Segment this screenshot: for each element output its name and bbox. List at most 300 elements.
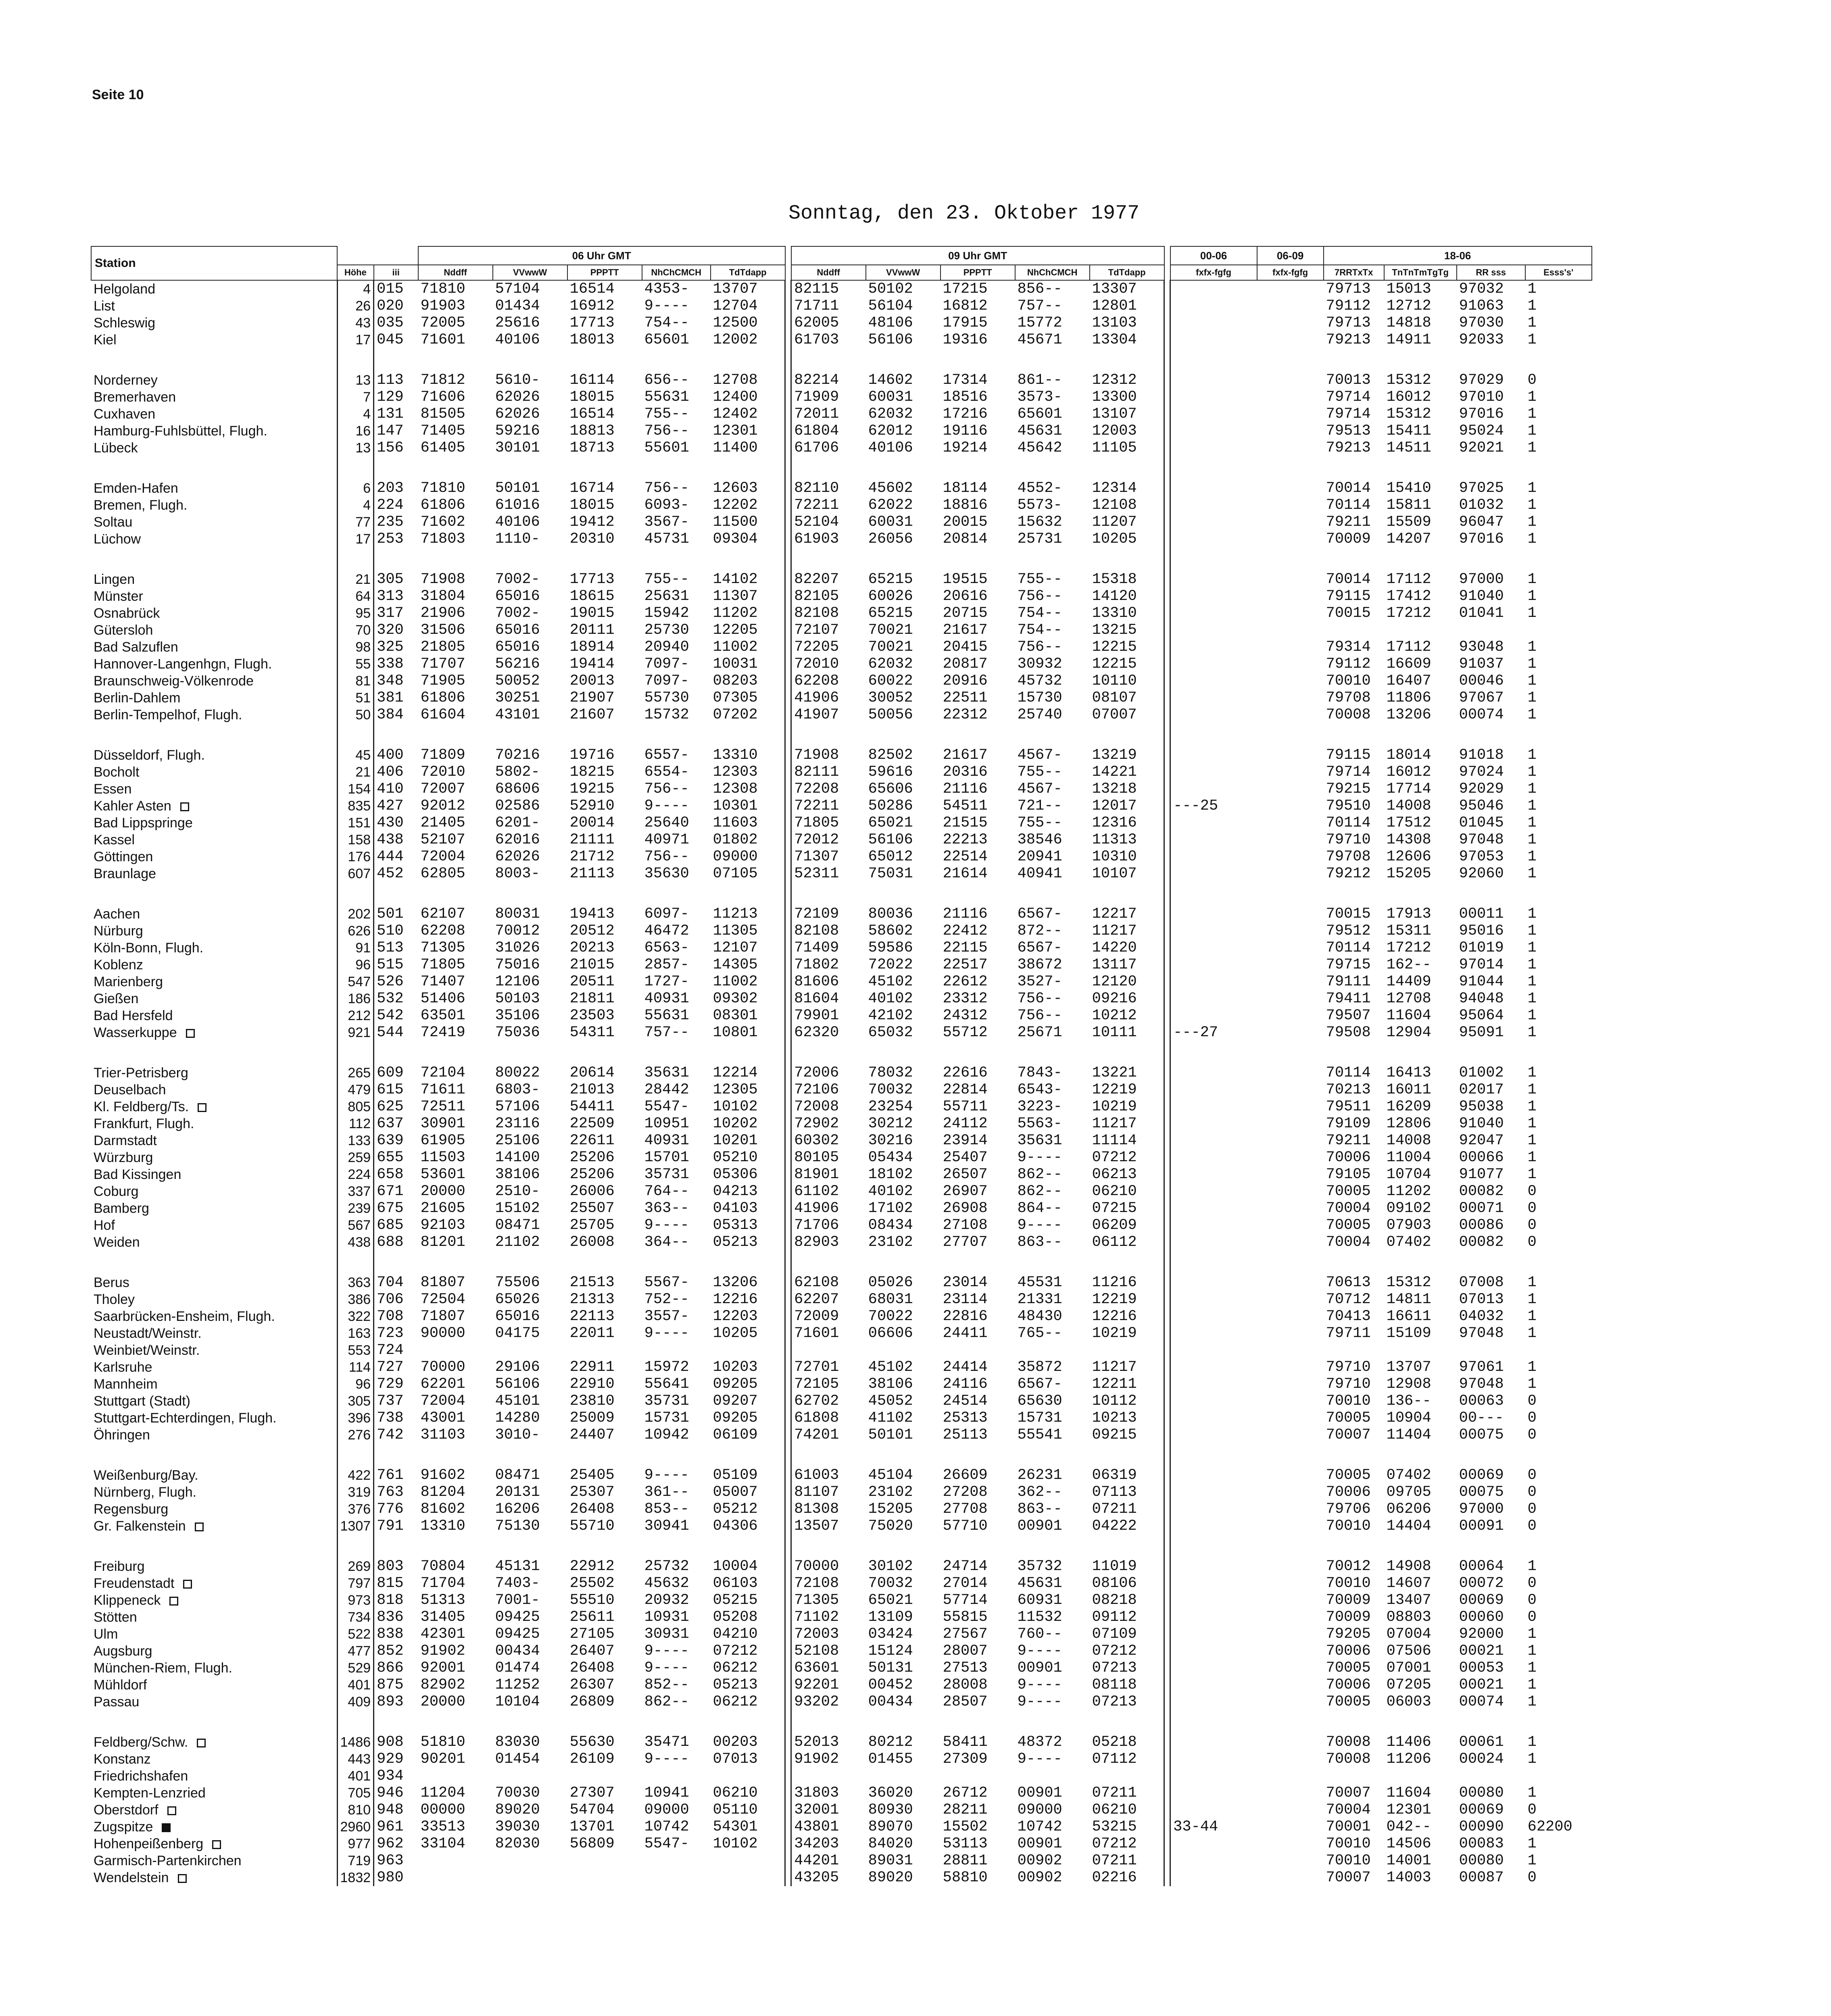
- cell-tdapp-06: 12205: [713, 622, 758, 639]
- cell-ppptt-09: 57710: [943, 1518, 988, 1535]
- station-label: Helgoland: [94, 281, 156, 297]
- station-height: 70: [337, 622, 374, 639]
- cell-nh-06: [642, 1342, 711, 1359]
- station-name: [91, 781, 337, 798]
- table-row: [91, 372, 1592, 389]
- cell-tdapp-06: 10202: [713, 1115, 758, 1132]
- cell-rr: 00063: [1459, 1393, 1504, 1410]
- cell-nddff-06: [418, 1869, 493, 1886]
- station-label: Augsburg: [94, 1643, 152, 1659]
- station-height: 50: [337, 706, 374, 723]
- col-nddff-09-header: Nddff: [791, 265, 866, 280]
- cell-e: [1525, 1342, 1592, 1359]
- cell-tdapp-09: 14221: [1092, 764, 1137, 781]
- cell-tn: 15205: [1386, 865, 1431, 882]
- table-row: [91, 1217, 1592, 1234]
- cell-tdapp-09: 12216: [1092, 1308, 1137, 1325]
- cell-tn: 11202: [1386, 1183, 1431, 1200]
- table-row: [91, 1024, 1592, 1041]
- table-row: [91, 1325, 1592, 1342]
- station-name: [91, 423, 337, 439]
- cell-ff-0609: [1257, 531, 1324, 548]
- station-name: [91, 1785, 337, 1801]
- station-index: 791: [377, 1518, 404, 1535]
- cell-vvwww-06: 65016: [495, 622, 540, 639]
- cell-ppptt-09: 22115: [943, 939, 988, 956]
- cell-nddff-06: 61604: [420, 706, 465, 723]
- cell-rr: 91063: [1459, 298, 1504, 314]
- cell-ppptt-06: 26407: [569, 1643, 615, 1660]
- cell-tdapp-06: 12214: [713, 1064, 758, 1081]
- cell-nddff-06: 11503: [420, 1149, 465, 1166]
- cell-tn: 07205: [1386, 1677, 1431, 1693]
- station-label: Friedrichshafen: [94, 1768, 188, 1784]
- cell-nddff-09: 71908: [794, 747, 839, 764]
- cell-tdapp-09: 12211: [1092, 1376, 1137, 1393]
- cell-7rr: 70013: [1326, 372, 1371, 389]
- cell-7rr: 79215: [1326, 781, 1371, 798]
- cell-rr: 00074: [1459, 1693, 1504, 1710]
- cell-vvwww-06: 21102: [495, 1234, 540, 1251]
- cell-e: [1525, 1768, 1592, 1785]
- cell-tdapp-06: [711, 1852, 785, 1869]
- cell-tdapp-09: 07215: [1092, 1200, 1137, 1217]
- station-index: 609: [377, 1064, 404, 1081]
- cell-rr: 00061: [1459, 1734, 1504, 1751]
- cell-rr: 93048: [1459, 639, 1504, 656]
- table-row: [91, 923, 1592, 939]
- cell-tdapp-09: 10110: [1092, 673, 1137, 689]
- table-row: [91, 1626, 1592, 1643]
- station-index: 253: [377, 531, 404, 548]
- cell-vvwww-06: 50101: [495, 480, 540, 497]
- cell-ff-0006: [1170, 423, 1257, 439]
- cell-nh-09: 00901: [1017, 1835, 1062, 1852]
- cell-nddff-09: 81107: [794, 1484, 839, 1501]
- station-name: [91, 1308, 337, 1325]
- cell-ppptt-06: 55510: [569, 1592, 615, 1609]
- cell-vvwww-06: 39030: [495, 1818, 540, 1835]
- cell-nh-06: 10941: [644, 1785, 689, 1801]
- cell-ff-0006: [1170, 439, 1257, 456]
- cell-nddff-09: 71805: [794, 814, 839, 831]
- cell-tdapp-09: 12120: [1092, 973, 1137, 990]
- cell-e: 1: [1527, 331, 1537, 348]
- group-06-09-header: 06-09: [1257, 246, 1324, 265]
- station-name: [91, 1007, 337, 1024]
- cell-rr: 92000: [1459, 1626, 1504, 1643]
- cell-rr: 01002: [1459, 1064, 1504, 1081]
- station-index: 929: [377, 1751, 404, 1768]
- cell-ff-0609: [1257, 1393, 1324, 1410]
- station-index: 224: [377, 497, 404, 514]
- cell-vvwww-09: 23102: [868, 1234, 913, 1251]
- cell-nh-06: 35471: [644, 1734, 689, 1751]
- station-height: 95: [337, 605, 374, 622]
- table-row: [91, 1734, 1592, 1751]
- cell-nh-06: 15731: [644, 1410, 689, 1427]
- cell-e: 0: [1527, 1869, 1537, 1886]
- cell-7rr: 79713: [1326, 314, 1371, 331]
- cell-vvwww-06: 45131: [495, 1558, 540, 1575]
- cell-rr: 00082: [1459, 1234, 1504, 1251]
- cell-ff-0006: [1170, 1325, 1257, 1342]
- cell-ff-0006: [1170, 639, 1257, 656]
- cell-tdapp-06: 12402: [713, 406, 758, 423]
- table-row: [91, 1064, 1592, 1081]
- cell-tdapp-09: 06210: [1092, 1183, 1137, 1200]
- cell-vvwww-06: 8003-: [495, 865, 540, 882]
- cell-nh-09: 754--: [1017, 622, 1062, 639]
- cell-rr: 00075: [1459, 1427, 1504, 1443]
- cell-tdapp-06: 10031: [713, 656, 758, 673]
- col-hoehe-header: Höhe: [337, 265, 374, 280]
- cell-ff-0609: [1257, 673, 1324, 689]
- cell-ppptt-06: 54411: [569, 1098, 615, 1115]
- cell-ppptt-06: 25405: [569, 1467, 615, 1484]
- cell-tdapp-09: 07213: [1092, 1660, 1137, 1677]
- cell-7rr: 70114: [1326, 1064, 1371, 1081]
- station-name: [91, 689, 337, 706]
- cell-ff-0609: [1257, 1501, 1324, 1518]
- cell-vvwww-09: 62032: [868, 656, 913, 673]
- cell-ff-0609: [1257, 1064, 1324, 1081]
- cell-7rr: 70010: [1326, 1393, 1371, 1410]
- cell-ff-0609: [1257, 1149, 1324, 1166]
- cell-nh-06: 25631: [644, 588, 689, 605]
- cell-tn: 15312: [1386, 1274, 1431, 1291]
- cell-nddff-06: 63501: [420, 1007, 465, 1024]
- cell-rr: 00024: [1459, 1751, 1504, 1768]
- cell-vvwww-09: 03424: [868, 1626, 913, 1643]
- station-index: 544: [377, 1024, 404, 1041]
- station-index: 625: [377, 1098, 404, 1115]
- station-label: Hof: [94, 1217, 115, 1233]
- cell-ff-0609: [1257, 1234, 1324, 1251]
- cell-tdapp-09: 11217: [1092, 1115, 1137, 1132]
- cell-nddff-09: 71711: [794, 298, 839, 314]
- cell-ppptt-09: 22412: [943, 923, 988, 939]
- cell-rr: 95038: [1459, 1098, 1504, 1115]
- station-label: Bocholt: [94, 764, 140, 780]
- group-06-header: 06 Uhr GMT: [418, 246, 785, 265]
- cell-ff-0006: [1170, 1660, 1257, 1677]
- cell-7rr: 70712: [1326, 1291, 1371, 1308]
- cell-ff-0609: [1257, 406, 1324, 423]
- cell-vvwww-06: 6803-: [495, 1081, 540, 1098]
- cell-tdapp-09: 13300: [1092, 389, 1137, 406]
- cell-nh-09: [1015, 1342, 1090, 1359]
- cell-vvwww-06: 09425: [495, 1609, 540, 1626]
- cell-vvwww-06: 5610-: [495, 372, 540, 389]
- cell-ff-0006: [1170, 1064, 1257, 1081]
- cell-ppptt-06: 20310: [569, 531, 615, 548]
- table-row: [91, 798, 1592, 814]
- cell-vvwww-09: 62032: [868, 406, 913, 423]
- table-row: [91, 1677, 1592, 1693]
- cell-nddff-06: 31405: [420, 1609, 465, 1626]
- station-index: 325: [377, 639, 404, 656]
- cell-nddff-09: 34203: [794, 1835, 839, 1852]
- cell-e: 1: [1527, 831, 1537, 848]
- cell-nh-06: 9----: [644, 298, 689, 314]
- cell-ff-0006: [1170, 848, 1257, 865]
- cell-ff-0006: [1170, 1200, 1257, 1217]
- cell-e: [1525, 622, 1592, 639]
- cell-nh-09: 15730: [1017, 689, 1062, 706]
- cell-nh-09: 756--: [1017, 990, 1062, 1007]
- cell-7rr: 79708: [1326, 848, 1371, 865]
- station-index: 510: [377, 923, 404, 939]
- station-label: Bad Hersfeld: [94, 1008, 173, 1023]
- cell-nh-06: 7097-: [644, 656, 689, 673]
- cell-ff-0006: [1170, 1609, 1257, 1626]
- cell-tdapp-09: 08106: [1092, 1575, 1137, 1592]
- table-row: [91, 1592, 1592, 1609]
- cell-rr: 91037: [1459, 656, 1504, 673]
- cell-ff-0609: [1257, 1308, 1324, 1325]
- cell-ppptt-06: 18615: [569, 588, 615, 605]
- cell-nddff-09: 91902: [794, 1751, 839, 1768]
- station-name: [91, 1467, 337, 1484]
- cell-vvwww-06: 50052: [495, 673, 540, 689]
- cell-nh-06: 9----: [644, 798, 689, 814]
- cell-nh-06: 756--: [644, 480, 689, 497]
- station-name: [91, 280, 337, 298]
- station-name: [91, 923, 337, 939]
- cell-nh-09: 45631: [1017, 423, 1062, 439]
- cell-tdapp-06: 10201: [713, 1132, 758, 1149]
- cell-ff-0006: [1170, 1785, 1257, 1801]
- station-name: [91, 1325, 337, 1342]
- cell-tdapp-09: 06319: [1092, 1467, 1137, 1484]
- cell-rr: 00083: [1459, 1835, 1504, 1852]
- cell-7rr: 70007: [1326, 1869, 1371, 1886]
- station-name: [91, 1677, 337, 1693]
- cell-7rr: 70009: [1326, 1609, 1371, 1626]
- cell-ff-0609: [1257, 1376, 1324, 1393]
- cell-ppptt-06: 21811: [569, 990, 615, 1007]
- cell-ff-0006: [1170, 1626, 1257, 1643]
- station-height: 401: [337, 1768, 374, 1785]
- station-label: Stuttgart (Stadt): [94, 1393, 190, 1409]
- cell-rr: 95064: [1459, 1007, 1504, 1024]
- cell-7rr: 70014: [1326, 480, 1371, 497]
- cell-nh-09: 721--: [1017, 798, 1062, 814]
- cell-ff-0006: [1170, 1007, 1257, 1024]
- cell-tdapp-06: 04213: [713, 1183, 758, 1200]
- cell-vvwww-06: 45101: [495, 1393, 540, 1410]
- cell-7rr: 70010: [1326, 1575, 1371, 1592]
- station-index: 724: [377, 1342, 404, 1359]
- station-height: 835: [337, 798, 374, 814]
- cell-nddff-06: 91602: [420, 1467, 465, 1484]
- cell-ff-0006: [1170, 1217, 1257, 1234]
- station-index: 729: [377, 1376, 404, 1393]
- station-name: [91, 1274, 337, 1291]
- cell-ff-0006: [1170, 1081, 1257, 1098]
- cell-tdapp-06: 05110: [713, 1801, 758, 1818]
- station-index: 675: [377, 1200, 404, 1217]
- cell-tn: 14001: [1386, 1852, 1431, 1869]
- cell-ff-0609: [1257, 706, 1324, 723]
- cell-tdapp-09: 09215: [1092, 1427, 1137, 1443]
- cell-rr: 01045: [1459, 814, 1504, 831]
- cell-ppptt-09: 27208: [943, 1484, 988, 1501]
- cell-ppptt-06: 26809: [569, 1693, 615, 1710]
- cell-tdapp-09: 13218: [1092, 781, 1137, 798]
- cell-tn: 12908: [1386, 1376, 1431, 1393]
- cell-tdapp-09: 14220: [1092, 939, 1137, 956]
- cell-vvwww-06: 09425: [495, 1626, 540, 1643]
- station-height: 176: [337, 848, 374, 865]
- cell-ppptt-06: 54311: [569, 1024, 615, 1041]
- table-row: [91, 1132, 1592, 1149]
- cell-tdapp-09: 07211: [1092, 1852, 1137, 1869]
- cell-rr: 97000: [1459, 571, 1504, 588]
- cell-vvwww-06: 30251: [495, 689, 540, 706]
- cell-nh-09: 9----: [1017, 1693, 1062, 1710]
- station-label: Mannheim: [94, 1376, 158, 1392]
- cell-7rr: 70001: [1326, 1818, 1371, 1835]
- cell-tdapp-06: 11213: [713, 906, 758, 923]
- cell-nddff-09: 52108: [794, 1643, 839, 1660]
- cell-tdapp-09: 11313: [1092, 831, 1137, 848]
- table-row: [91, 1785, 1592, 1801]
- cell-e: 0: [1527, 1501, 1537, 1518]
- station-label: Weißenburg/Bay.: [94, 1467, 198, 1483]
- cell-vvwww-06: 11252: [495, 1677, 540, 1693]
- cell-vvwww-09: 75020: [868, 1518, 913, 1535]
- cell-ppptt-09: 28211: [943, 1801, 988, 1818]
- station-label: Regensburg: [94, 1501, 169, 1517]
- cell-ppptt-06: 19413: [569, 906, 615, 923]
- cell-nh-09: 863--: [1017, 1501, 1062, 1518]
- cell-tn: 12301: [1386, 1801, 1431, 1818]
- cell-ppptt-06: 22509: [569, 1115, 615, 1132]
- cell-7rr: [1324, 1342, 1384, 1359]
- station-index: 438: [377, 831, 404, 848]
- table-row: [91, 1427, 1592, 1443]
- table-row: [91, 1575, 1592, 1592]
- station-label: Kiel: [94, 332, 117, 348]
- station-label: Lübeck: [94, 440, 138, 456]
- cell-nddff-09: 81606: [794, 973, 839, 990]
- cell-vvwww-06: 04175: [495, 1325, 540, 1342]
- cell-ppptt-09: 55711: [943, 1098, 988, 1115]
- station-index: 948: [377, 1801, 404, 1818]
- cell-ppptt-09: 27513: [943, 1660, 988, 1677]
- station-index: 836: [377, 1609, 404, 1626]
- cell-rr: 92047: [1459, 1132, 1504, 1149]
- cell-tdapp-06: 13206: [713, 1274, 758, 1291]
- cell-nh-09: 30932: [1017, 656, 1062, 673]
- cell-vvwww-06: 70030: [495, 1785, 540, 1801]
- cell-nddff-06: 11204: [420, 1785, 465, 1801]
- station-height: 265: [337, 1064, 374, 1081]
- cell-nh-06: 852--: [644, 1677, 689, 1693]
- station-height: 1307: [337, 1518, 374, 1535]
- station-height: 626: [337, 923, 374, 939]
- cell-nh-09: 15772: [1017, 314, 1062, 331]
- cell-ppptt-09: 27707: [943, 1234, 988, 1251]
- cell-tdapp-09: [1090, 1768, 1164, 1785]
- cell-ff-0006: [1170, 1484, 1257, 1501]
- cell-ppptt-09: 20015: [943, 514, 988, 531]
- cell-ppptt-09: 24411: [943, 1325, 988, 1342]
- cell-nddff-06: 62208: [420, 923, 465, 939]
- cell-tdapp-09: 11217: [1092, 923, 1137, 939]
- cell-nddff-09: 61903: [794, 531, 839, 548]
- cell-nh-06: 364--: [644, 1234, 689, 1251]
- cell-vvwww-06: 20131: [495, 1484, 540, 1501]
- cell-tn: 17112: [1386, 639, 1431, 656]
- cell-ppptt-09: 26712: [943, 1785, 988, 1801]
- cell-ppptt-09: 26907: [943, 1183, 988, 1200]
- cell-tdapp-09: 07212: [1092, 1643, 1137, 1660]
- station-label: Essen: [94, 781, 132, 797]
- table-row: [91, 439, 1592, 456]
- cell-ff-0609: [1257, 956, 1324, 973]
- station-label: Göttingen: [94, 849, 153, 864]
- station-height: 477: [337, 1643, 374, 1660]
- table-row: [91, 673, 1592, 689]
- group-spacer: [91, 882, 1592, 906]
- table-row: [91, 865, 1592, 882]
- cell-nddff-06: 71812: [420, 372, 465, 389]
- cell-ff-0006: [1170, 298, 1257, 314]
- cell-vvwww-06: 43101: [495, 706, 540, 723]
- table-row: [91, 1751, 1592, 1768]
- cell-e: 1: [1527, 1308, 1537, 1325]
- cell-nddff-06: 72005: [420, 314, 465, 331]
- station-height: 133: [337, 1132, 374, 1149]
- group-09-header: 09 Uhr GMT: [791, 246, 1164, 265]
- cell-ff-0609: [1257, 1818, 1324, 1835]
- cell-nddff-09: 71802: [794, 956, 839, 973]
- station-name: [91, 406, 337, 423]
- station-name: [91, 1801, 337, 1818]
- cell-ppptt-06: 20512: [569, 923, 615, 939]
- cell-nh-09: 25671: [1017, 1024, 1062, 1041]
- station-name: [91, 1818, 337, 1835]
- cell-ff-0609: [1257, 1869, 1324, 1886]
- cell-e: 0: [1527, 372, 1537, 389]
- cell-e: 0: [1527, 1592, 1537, 1609]
- cell-nh-09: 755--: [1017, 764, 1062, 781]
- station-name: [91, 990, 337, 1007]
- cell-nh-06: [642, 1869, 711, 1886]
- cell-nh-06: 764--: [644, 1183, 689, 1200]
- group-spacer: [91, 348, 1592, 372]
- cell-vvwww-09: 50131: [868, 1660, 913, 1677]
- cell-ppptt-06: 18215: [569, 764, 615, 781]
- cell-nh-09: 00902: [1017, 1852, 1062, 1869]
- cell-nh-06: 30941: [644, 1518, 689, 1535]
- station-index: 980: [377, 1869, 404, 1886]
- cell-tdapp-09: 06210: [1092, 1801, 1137, 1818]
- cell-vvwww-09: 70032: [868, 1575, 913, 1592]
- table-row: [91, 973, 1592, 990]
- cell-vvwww-09: 30212: [868, 1115, 913, 1132]
- cell-nh-06: 55641: [644, 1376, 689, 1393]
- station-label: Gießen: [94, 991, 139, 1006]
- cell-vvwww-09: 50102: [868, 281, 913, 298]
- cell-e: 1: [1527, 1064, 1537, 1081]
- table-row: [91, 605, 1592, 622]
- cell-tdapp-06: 11202: [713, 605, 758, 622]
- station-height: 163: [337, 1325, 374, 1342]
